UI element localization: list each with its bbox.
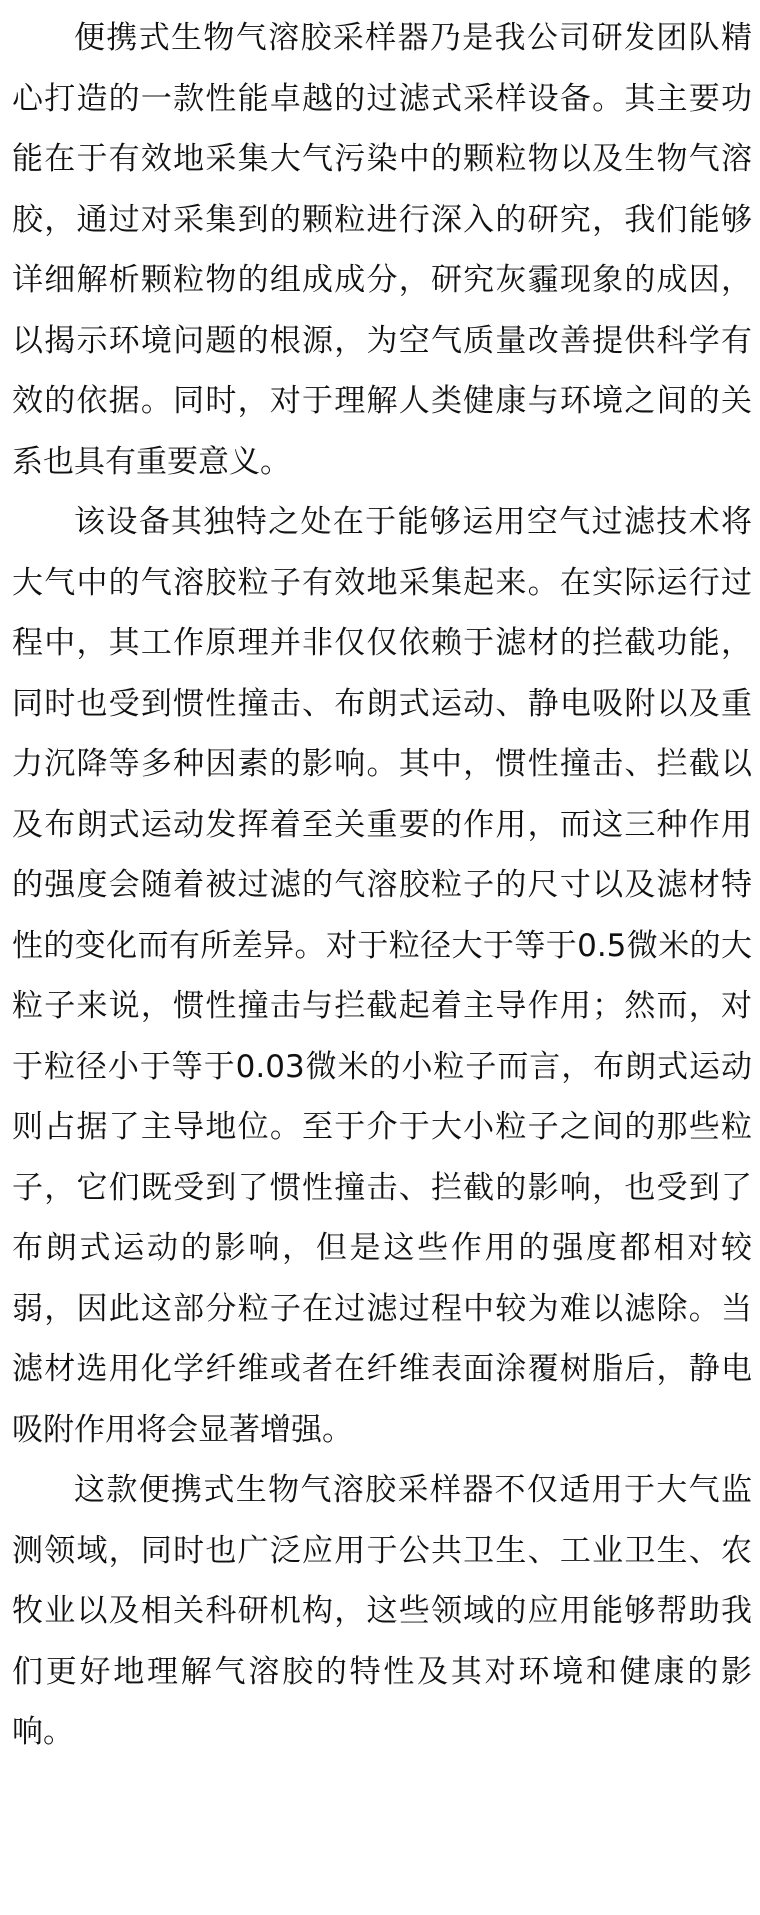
paragraph-intro: 便携式生物气溶胶采样器乃是我公司研发团队精心打造的一款性能卓越的过滤式采样设备。其主要功能在于有效地采集大气污染中的颗粒物以及生物气溶胶，通过对采集到的颗粒进行深入的研究，我们能够详细解析颗粒物的组成成分，研究灰霾现象的成因，以揭示环境问题的根源，为空气质量改善提供科学有效的依据。同时，对于理解人类健康与环境之间的关系也具有重要意义。 <box>12 20 752 480</box>
article-body <box>12 8 752 1763</box>
paragraph-principle: 该设备其独特之处在于能够运用空气过滤技术将大气中的气溶胶粒子有效地采集起来。在实际运行过程中，其工作原理并非仅仅依赖于滤材的拦截功能，同时也受到惯性撞击、布朗式运动、静电吸附以及重力沉降等多种因素的影响。其中，惯性撞击、拦截以及布朗式运动发挥着至关重要的作用，而这三种作用的强度会随着被过滤的气溶胶粒子的尺寸以及滤材特性的变化而有所差异。对于粒径大于等于0.5微米的大粒子来说，惯性撞击与拦截起着主导作用；然而，对于粒径小于等于0.03微米的小粒子而言，布朗式运动则占据了主导地位。至于介于大小粒子之间的那些粒子，它们既受到了惯性撞击、拦截的影响，也受到了布朗式运动的影响，但是这些作用的强度都相对较弱，因此这部分粒子在过滤过程中较为难以滤除。当滤材选用化学纤维或者在纤维表面涂覆树脂后，静电吸附作用将会显著增强。 <box>12 504 752 1448</box>
paragraph-applications: 这款便携式生物气溶胶采样器不仅适用于大气监测领域，同时也广泛应用于公共卫生、工业卫生、农牧业以及相关科研机构，这些领域的应用能够帮助我们更好地理解气溶胶的特性及其对环境和健康的影响。 <box>12 1472 752 1750</box>
